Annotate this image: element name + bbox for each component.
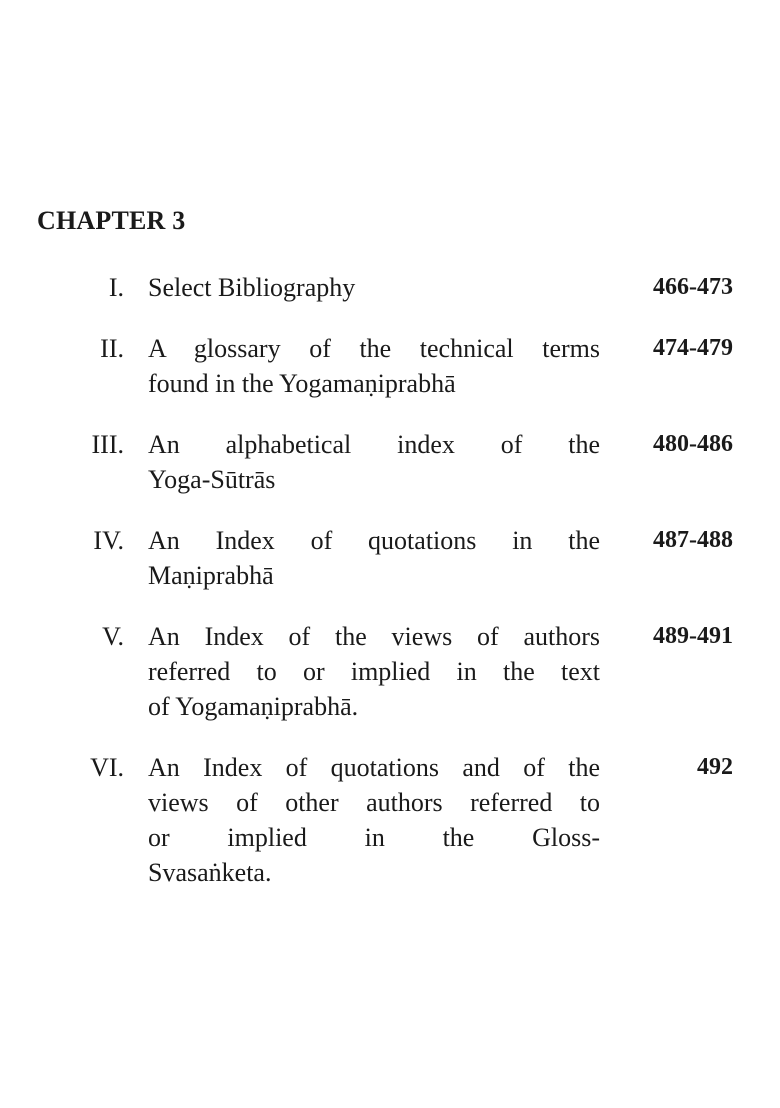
entry-title: [148, 331, 600, 401]
entry-page-range: 474-479: [653, 335, 733, 361]
entry-title-line: An Index of quotations in the: [148, 526, 600, 555]
entry-numeral: V.: [102, 622, 124, 651]
entry-numeral: IV.: [93, 526, 124, 555]
entry-title-line: Select Bibliography: [148, 273, 356, 302]
entry-title-line: or implied in the Gloss-: [148, 823, 600, 852]
entry-title: [148, 619, 600, 724]
contents-entry: [0, 331, 780, 401]
contents-entry: [0, 750, 780, 890]
chapter-heading: CHAPTER 3: [37, 206, 186, 235]
contents-entry: [0, 270, 780, 305]
contents-entry: [0, 523, 780, 593]
entry-title-line: found in the Yogamaṇiprabhā: [148, 369, 456, 398]
entry-title-line: An Index of the views of authors: [148, 622, 600, 651]
entry-title: [148, 270, 600, 305]
entry-page-range: 492: [697, 754, 733, 780]
entry-numeral: II.: [100, 334, 124, 363]
contents-list: [0, 270, 780, 916]
entry-title: [148, 427, 600, 497]
entry-page-range: 487-488: [653, 527, 733, 553]
entry-numeral: III.: [91, 430, 124, 459]
entry-page-range: 466-473: [653, 274, 733, 300]
entry-title-line: Svasaṅketa.: [148, 858, 272, 887]
entry-page-range: 480-486: [653, 431, 733, 457]
entry-title-line: Maṇiprabhā: [148, 561, 274, 590]
entry-numeral: I.: [108, 273, 124, 302]
entry-title-line: An alphabetical index of the: [148, 430, 600, 459]
contents-entry: [0, 619, 780, 724]
entry-title-line: of Yogamaṇiprabhā.: [148, 692, 359, 721]
entry-title-line: referred to or implied in the text: [148, 657, 600, 686]
contents-entry: [0, 427, 780, 497]
entry-title-line: An Index of quotations and of the: [148, 753, 600, 782]
entry-title-line: Yoga-Sūtrās: [148, 465, 276, 494]
entry-title: [148, 523, 600, 593]
entry-title-line: views of other authors referred to: [148, 788, 600, 817]
entry-title: [148, 750, 600, 890]
entry-title-line: A glossary of the technical terms: [148, 334, 600, 363]
entry-numeral: VI.: [90, 753, 124, 782]
entry-page-range: 489-491: [653, 623, 733, 649]
